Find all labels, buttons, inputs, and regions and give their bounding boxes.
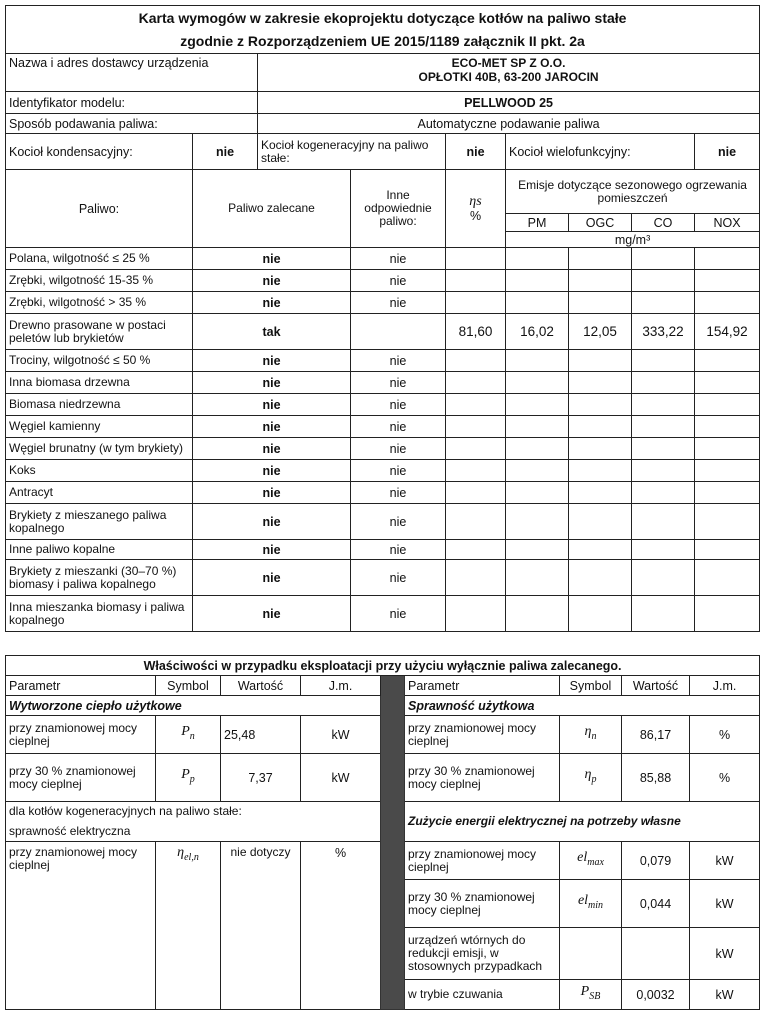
fuel-preferred: nie (193, 350, 351, 372)
fuel-other: nie (351, 372, 446, 394)
fuel-preferred: nie (193, 416, 351, 438)
fuel-co (632, 416, 695, 438)
fuel-eta (446, 596, 506, 632)
fuel-eta (446, 460, 506, 482)
fuel-nox (695, 350, 760, 372)
secondary-label: urządzeń wtórnych do redukcji emisji, w stosownych przypadkach (405, 928, 560, 980)
fuel-row (6, 416, 760, 438)
fuel-preferred: nie (193, 248, 351, 270)
fuel-row (6, 248, 760, 270)
fuel-other: nie (351, 504, 446, 540)
supplier-name: ECO-MET SP Z O.O. (451, 56, 566, 70)
fuel-co (632, 560, 695, 596)
fuel-other: nie (351, 560, 446, 596)
elmin-unit: kW (690, 880, 760, 928)
fuel-row (6, 438, 760, 460)
fuel-ogc (569, 540, 632, 560)
fuel-ogc (569, 372, 632, 394)
properties-table (5, 655, 760, 1010)
co-header: CO (632, 214, 695, 232)
fuel-preferred: nie (193, 394, 351, 416)
properties-title: Właściwości w przypadku eksploatacji przy użyciu wyłącznie paliwa zalecanego. (6, 656, 760, 676)
fuel-preferred: nie (193, 560, 351, 596)
elmax-label: przy znamionowej mocy cieplnej (405, 842, 560, 880)
fuel-ogc (569, 416, 632, 438)
standby-symbol: $P_{SB}$ (560, 980, 622, 1010)
fuel-row (6, 350, 760, 372)
pp-value: 7,37 (221, 754, 301, 802)
eta-symbol: ηs (469, 193, 482, 209)
fuel-nox (695, 596, 760, 632)
pn-symbol: $P_n$ (156, 716, 221, 754)
fuel-eta (446, 292, 506, 314)
fuel-row (6, 292, 760, 314)
fuel-co: 333,22 (632, 314, 695, 350)
heat-title: Wytworzone ciepło użytkowe (6, 696, 381, 716)
fuel-other: nie (351, 460, 446, 482)
fuel-co (632, 394, 695, 416)
fuel-pm (506, 270, 569, 292)
fuel-nox (695, 270, 760, 292)
fuel-co (632, 596, 695, 632)
cogen-section-title: dla kotłów kogeneracyjnych na paliwo stałe: (6, 802, 381, 822)
symbol-header-right: Symbol (560, 676, 622, 696)
el-symbol: $\eta_{el,n}$ (156, 842, 221, 1010)
etan-unit: % (690, 716, 760, 754)
param-header-right: Parametr (405, 676, 560, 696)
other-fuel-header: Inne odpowiednie paliwo: (351, 170, 446, 248)
eta-header (446, 170, 506, 248)
cogen-value: nie (446, 134, 506, 170)
fuel-co (632, 540, 695, 560)
fuel-eta (446, 504, 506, 540)
fuel-ogc (569, 270, 632, 292)
etap-label: przy 30 % znamionowej mocy cieplnej (405, 754, 560, 802)
fuel-pm (506, 540, 569, 560)
fuel-co (632, 504, 695, 540)
fuel-nox: 154,92 (695, 314, 760, 350)
fuel-name: Drewno prasowane w postaci peletów lub brykietów (6, 314, 193, 350)
fuel-pm (506, 372, 569, 394)
fuel-eta (446, 394, 506, 416)
etap-value: 85,88 (622, 754, 690, 802)
fuel-row (6, 596, 760, 632)
pn-value: 25,48 (221, 716, 301, 754)
fuel-other: nie (351, 482, 446, 504)
fuel-nox (695, 372, 760, 394)
pm-header: PM (506, 214, 569, 232)
fuel-name: Brykiety z mieszanki (30–70 %) biomasy i paliwa kopalnego (6, 560, 193, 596)
secondary-value (622, 928, 690, 980)
fuel-nox (695, 292, 760, 314)
el-unit: % (301, 842, 381, 1010)
elmin-symbol: $el_{min}$ (560, 880, 622, 928)
fuel-pm (506, 438, 569, 460)
standby-label: w trybie czuwania (405, 980, 560, 1010)
secondary-symbol (560, 928, 622, 980)
fuel-pm (506, 460, 569, 482)
fuel-co (632, 482, 695, 504)
param-header-left: Parametr (6, 676, 156, 696)
model-value: PELLWOOD 25 (258, 92, 760, 114)
standby-unit: kW (690, 980, 760, 1010)
pp-unit: kW (301, 754, 381, 802)
fuel-name: Zrębki, wilgotność > 35 % (6, 292, 193, 314)
fuel-row (6, 270, 760, 292)
fuel-eta: 81,60 (446, 314, 506, 350)
etan-label: przy znamionowej mocy cieplnej (405, 716, 560, 754)
fuel-pm (506, 292, 569, 314)
fuel-row (6, 314, 760, 350)
fuel-nox (695, 482, 760, 504)
fuel-nox (695, 416, 760, 438)
cogen-section-subtitle: sprawność elektryczna (6, 822, 381, 842)
pp-symbol: $P_p$ (156, 754, 221, 802)
secondary-unit: kW (690, 928, 760, 980)
fuel-name: Trociny, wilgotność ≤ 50 % (6, 350, 193, 372)
fuel-preferred: nie (193, 460, 351, 482)
fuel-pm: 16,02 (506, 314, 569, 350)
ogc-header: OGC (569, 214, 632, 232)
fuel-ogc (569, 460, 632, 482)
fuel-name: Koks (6, 460, 193, 482)
fuel-preferred: nie (193, 482, 351, 504)
fuel-pm (506, 482, 569, 504)
fuel-row (6, 560, 760, 596)
supplier-info (258, 54, 760, 92)
elmin-label: przy 30 % znamionowej mocy cieplnej (405, 880, 560, 928)
fuel-ogc (569, 482, 632, 504)
fuel-name: Węgiel kamienny (6, 416, 193, 438)
fuel-ogc (569, 438, 632, 460)
fuel-nox (695, 504, 760, 540)
fuel-pm (506, 350, 569, 372)
etap-unit: % (690, 754, 760, 802)
multi-label: Kocioł wielofunkcyjny: (506, 134, 695, 170)
fuel-name: Brykiety z mieszanego paliwa kopalnego (6, 504, 193, 540)
etan-symbol: $\eta_n$ (560, 716, 622, 754)
fuel-eta (446, 350, 506, 372)
fuel-ogc (569, 596, 632, 632)
fuel-eta (446, 482, 506, 504)
fuel-table (5, 5, 760, 632)
preferred-header: Paliwo zalecane (193, 170, 351, 248)
emissions-header: Emisje dotyczące sezonowego ogrzewania pomieszczeń (506, 170, 760, 214)
fuel-eta (446, 560, 506, 596)
etan-value: 86,17 (622, 716, 690, 754)
fuel-eta (446, 372, 506, 394)
fuel-ogc (569, 560, 632, 596)
aux-title: Zużycie energii elektrycznej na potrzeby własne (405, 802, 760, 842)
emission-unit: mg/m³ (506, 232, 760, 248)
fuel-other: nie (351, 438, 446, 460)
fuel-eta (446, 438, 506, 460)
elmax-symbol: $el_{max}$ (560, 842, 622, 880)
fuel-other: nie (351, 292, 446, 314)
fuel-ogc (569, 292, 632, 314)
value-header-left: Wartość (221, 676, 301, 696)
nox-header: NOX (695, 214, 760, 232)
fuel-eta (446, 540, 506, 560)
value-header-right: Wartość (622, 676, 690, 696)
fuel-co (632, 350, 695, 372)
fuel-co (632, 270, 695, 292)
pp-label: przy 30 % znamionowej mocy cieplnej (6, 754, 156, 802)
symbol-header-left: Symbol (156, 676, 221, 696)
fuel-name: Węgiel brunatny (w tym brykiety) (6, 438, 193, 460)
fuel-ogc (569, 350, 632, 372)
fuel-name: Antracyt (6, 482, 193, 504)
fuel-other: nie (351, 596, 446, 632)
efficiency-title: Sprawność użytkowa (405, 696, 760, 716)
fuel-nox (695, 560, 760, 596)
cogen-label: Kocioł kogeneracyjny na paliwo stałe: (258, 134, 446, 170)
fuel-name: Inna biomasa drzewna (6, 372, 193, 394)
fuel-co (632, 292, 695, 314)
fuel-other: nie (351, 540, 446, 560)
fuel-other (351, 314, 446, 350)
eta-unit: % (469, 208, 482, 223)
fuel-other: nie (351, 350, 446, 372)
elmin-value: 0,044 (622, 880, 690, 928)
condensing-value: nie (193, 134, 258, 170)
fuel-other: nie (351, 416, 446, 438)
standby-value: 0,0032 (622, 980, 690, 1010)
fuel-preferred: nie (193, 372, 351, 394)
feed-label: Sposób podawania paliwa: (6, 114, 258, 134)
fuel-name: Zrębki, wilgotność 15-35 % (6, 270, 193, 292)
fuel-pm (506, 394, 569, 416)
elmax-unit: kW (690, 842, 760, 880)
fuel-other: nie (351, 248, 446, 270)
etap-symbol: $\eta_p$ (560, 754, 622, 802)
el-value: nie dotyczy (221, 842, 301, 1010)
fuel-name: Biomasa niedrzewna (6, 394, 193, 416)
fuel-row (6, 460, 760, 482)
fuel-name: Polana, wilgotność ≤ 25 % (6, 248, 193, 270)
fuel-nox (695, 394, 760, 416)
title-line-2: zgodnie z Rozporządzeniem UE 2015/1189 załącznik II pkt. 2a (6, 30, 760, 54)
fuel-co (632, 372, 695, 394)
fuel-preferred: nie (193, 438, 351, 460)
fuel-pm (506, 504, 569, 540)
fuel-pm (506, 248, 569, 270)
fuel-other: nie (351, 394, 446, 416)
fuel-ogc (569, 504, 632, 540)
fuel-co (632, 460, 695, 482)
supplier-label: Nazwa i adres dostawcy urządzenia (6, 54, 258, 92)
fuel-name: Inne paliwo kopalne (6, 540, 193, 560)
fuel-name: Inna mieszanka biomasy i paliwa kopalnego (6, 596, 193, 632)
separator-bar (381, 676, 405, 1010)
unit-header-right: J.m. (690, 676, 760, 696)
model-label: Identyfikator modelu: (6, 92, 258, 114)
fuel-row (6, 372, 760, 394)
fuel-pm (506, 560, 569, 596)
fuel-preferred: nie (193, 540, 351, 560)
fuel-other: nie (351, 270, 446, 292)
fuel-nox (695, 460, 760, 482)
el-label: przy znamionowej mocy cieplnej (6, 842, 156, 1010)
fuel-eta (446, 416, 506, 438)
fuel-row (6, 540, 760, 560)
fuel-ogc (569, 394, 632, 416)
fuel-row (6, 504, 760, 540)
fuel-nox (695, 248, 760, 270)
fuel-co (632, 248, 695, 270)
fuel-nox (695, 438, 760, 460)
title-line-1: Karta wymogów w zakresie ekoprojektu dotyczące kotłów na paliwo stałe (6, 6, 760, 30)
unit-header-left: J.m. (301, 676, 381, 696)
fuel-co (632, 438, 695, 460)
fuel-eta (446, 248, 506, 270)
fuel-preferred: nie (193, 292, 351, 314)
feed-value: Automatyczne podawanie paliwa (258, 114, 760, 134)
fuel-row (6, 394, 760, 416)
condensing-label: Kocioł kondensacyjny: (6, 134, 193, 170)
fuel-pm (506, 416, 569, 438)
fuel-preferred: nie (193, 596, 351, 632)
fuel-nox (695, 540, 760, 560)
fuel-preferred: nie (193, 270, 351, 292)
elmax-value: 0,079 (622, 842, 690, 880)
fuel-ogc (569, 248, 632, 270)
fuel-ogc: 12,05 (569, 314, 632, 350)
fuel-pm (506, 596, 569, 632)
fuel-preferred: nie (193, 504, 351, 540)
supplier-address: OPŁOTKI 40B, 63-200 JAROCIN (418, 70, 599, 84)
pn-unit: kW (301, 716, 381, 754)
fuel-header: Paliwo: (6, 170, 193, 248)
fuel-eta (446, 270, 506, 292)
pn-label: przy znamionowej mocy cieplnej (6, 716, 156, 754)
fuel-row (6, 482, 760, 504)
multi-value: nie (695, 134, 760, 170)
fuel-preferred: tak (193, 314, 351, 350)
